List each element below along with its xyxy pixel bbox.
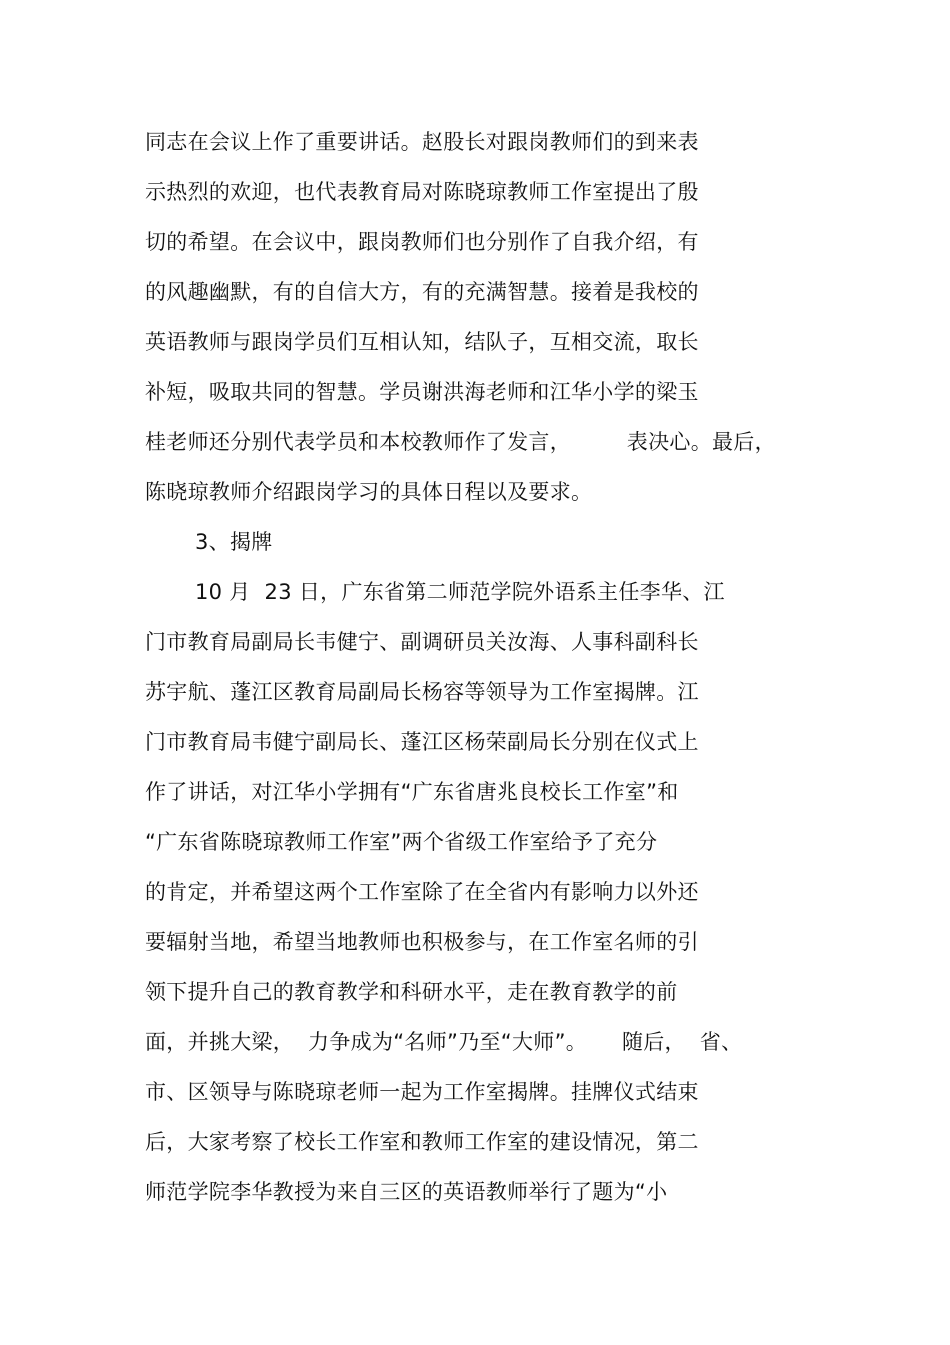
text-line: 要辐射当地，希望当地教师也积极参与，在工作室名师的引 — [145, 930, 699, 954]
text-line: 的风趣幽默，有的自信大方，有的充满智慧。接着是我校的 — [145, 280, 699, 304]
text-line: 门市教育局副局长韦健宁、副调研员关汝海、人事科副科长 — [145, 630, 699, 654]
text-line: 同志在会议上作了重要讲话。赵股长对跟岗教师们的到来表 — [145, 130, 699, 154]
text-line: 陈晓琼教师介绍跟岗学习的具体日程以及要求。 — [145, 480, 593, 504]
text-line: 领下提升自己的教育教学和科研水平，走在教育教学的前 — [145, 980, 678, 1004]
text-line: 后，大家考察了校长工作室和教师工作室的建设情况，第二 — [145, 1130, 699, 1154]
text-line: 作了讲话，对江华小学拥有“广东省唐兆良校长工作室”和 — [145, 780, 679, 804]
text-line: 苏宇航、蓬江区教育局副局长杨容等领导为工作室揭牌。江 — [145, 680, 699, 704]
text-line: 师范学院李华教授为来自三区的英语教师举行了题为“小 — [145, 1180, 668, 1204]
text-line: 切的希望。在会议中，跟岗教师们也分别作了自我介绍，有 — [145, 230, 699, 254]
text-line: 补短，吸取共同的智慧。学员谢洪海老师和江华小学的梁玉 — [145, 380, 699, 404]
text-line: “广东省陈晓琼教师工作室”两个省级工作室给予了充分 — [145, 830, 658, 854]
text-line: 面，并挑大梁， 力争成为“名师”乃至“大师”。 随后， 省、 — [145, 1030, 743, 1054]
text-line: 市、区领导与陈晓琼老师一起为工作室揭牌。挂牌仪式结束 — [145, 1080, 699, 1104]
text-line: 门市教育局韦健宁副局长、蓬江区杨荣副局长分别在仪式上 — [145, 730, 699, 754]
text-line: 桂老师还分别代表学员和本校教师作了发言， 表决心。最后， — [145, 430, 776, 454]
text-line: 示热烈的欢迎，也代表教育局对陈晓琼教师工作室提出了殷 — [145, 180, 699, 204]
text-line: 10 月 23 日，广东省第二师范学院外语系主任李华、江 — [195, 580, 725, 604]
text-line: 英语教师与跟岗学员们互相认知，结队子，互相交流，取长 — [145, 330, 699, 354]
section-heading: 3、揭牌 — [195, 530, 273, 554]
text-line: 的肯定，并希望这两个工作室除了在全省内有影响力以外还 — [145, 880, 699, 904]
